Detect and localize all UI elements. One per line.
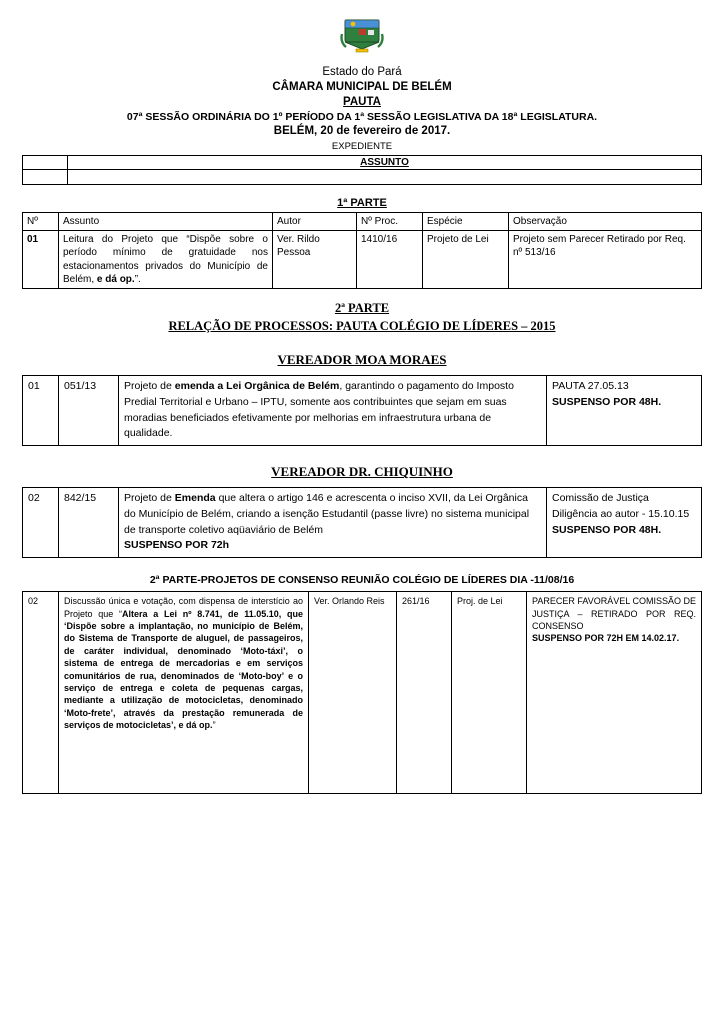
desc-text-2: que altera o artigo 146 e acrescenta o inciso XVII, da Lei Orgânica do Município de Belém, criando a isenção Estudantil (passe livre) no sistema municipal de transporte coletivo aqüaviário de Belém bbox=[124, 492, 530, 536]
assunto-text-bold: e dá op. bbox=[96, 273, 135, 285]
obs-text-1: PAUTA 27.05.13 bbox=[552, 380, 629, 393]
assunto-empty-cell-3 bbox=[68, 170, 702, 184]
header-estado: Estado do Pará bbox=[322, 66, 402, 78]
obs-text-2: SUSPENSO POR 48H. bbox=[552, 523, 662, 536]
cell-num: 01 bbox=[23, 230, 59, 288]
header-camara: CÂMARA MUNICIPAL DE BELÉM bbox=[272, 81, 452, 94]
table-row bbox=[23, 230, 702, 288]
cell-desc bbox=[119, 488, 547, 558]
parte1-table bbox=[22, 212, 702, 289]
parte2-subtitle: RELAÇÃO DE PROCESSOS: PAUTA COLÉGIO DE LÍDERES – 2015 bbox=[168, 319, 556, 334]
moa-table bbox=[22, 375, 702, 446]
consenso-table bbox=[22, 591, 702, 794]
cell-proc: 261/16 bbox=[397, 592, 452, 794]
assunto-text-pre: Leitura do Projeto que “Dispõe sobre o período mínimo de gratuidade nos estacionamentos privados do Município de Belém, bbox=[63, 233, 268, 285]
assunto-empty-cell bbox=[23, 156, 68, 170]
coat-of-arms-icon bbox=[339, 16, 385, 58]
assunto-table bbox=[22, 155, 702, 185]
table-row bbox=[23, 376, 702, 446]
cell-num: 02 bbox=[23, 488, 59, 558]
desc-text-1: Projeto de bbox=[124, 492, 175, 505]
assunto-header-cell: ASSUNTO bbox=[68, 156, 702, 170]
table-row bbox=[23, 488, 702, 558]
cell-autor: Ver. Rildo Pessoa bbox=[273, 230, 357, 288]
cell-especie: Proj. de Lei bbox=[452, 592, 527, 794]
cell-num: 02 bbox=[23, 592, 59, 794]
col-num: Nº bbox=[23, 212, 59, 230]
cell-observacao bbox=[527, 592, 702, 794]
col-autor: Autor bbox=[273, 212, 357, 230]
desc-text-2: , garantindo o pagamento do Imposto Predial Territorial e Urbano – IPTU, somente aos contribuintes que sejam em suas moradias beneficiados efetivamente por melhorias em infraestrutura urbana de qualidade. bbox=[124, 380, 514, 440]
desc-text-3: SUSPENSO POR 72h bbox=[124, 539, 230, 552]
obs-text-2: SUSPENSO POR 72H EM 14.02.17. bbox=[532, 633, 680, 644]
table-row bbox=[23, 592, 702, 794]
desc-text-2: ” bbox=[212, 720, 216, 731]
parte1-title: 1ª PARTE bbox=[337, 196, 387, 209]
cell-observacao: Projeto sem Parecer Retirado por Req. nº 513/16 bbox=[509, 230, 702, 288]
assunto-text-post: ”. bbox=[134, 273, 141, 285]
cell-proc: 1410/16 bbox=[357, 230, 423, 288]
desc-text-1: Projeto de bbox=[124, 380, 175, 393]
col-proc: Nº Proc. bbox=[357, 212, 423, 230]
cell-autor: Ver. Orlando Reis bbox=[309, 592, 397, 794]
cell-assunto bbox=[59, 230, 273, 288]
table-header-row bbox=[23, 212, 702, 230]
header-belem: BELÉM, 20 de fevereiro de 2017. bbox=[273, 125, 451, 138]
cell-observacao bbox=[547, 488, 702, 558]
table-row bbox=[23, 156, 702, 170]
vereador-chiquinho-title: VEREADOR DR. CHIQUINHO bbox=[271, 464, 453, 480]
desc-text-bold: Altera a Lei nº 8.741, de 11.05.10, que ‘Dispõe sobre a implantação, no município de Belém, do Sistema de Transporte de aluguel, de passageiros, de caráter individual, denominado ‘Moto-táxi’, o sistema de entrega de mercadorias e em serviços comunitários de rua, denominados de ‘Moto-boy’ e o serviço de entrega e coleta de pequenas cargas, mediante a utilização de motocicletas, denominado ‘Moto-frete’, através da prestação remunerada de serviços de motocicletas’, e dá op. bbox=[64, 608, 303, 731]
header-sessao: 07ª SESSÃO ORDINÁRIA DO 1º PERÍODO DA 1ª SESSÃO LEGISLATIVA DA 18ª LEGISLATURA. bbox=[126, 110, 598, 123]
header-pauta: PAUTA bbox=[343, 96, 381, 109]
col-assunto: Assunto bbox=[59, 212, 273, 230]
desc-text-1: Discussão única e votação, com dispensa de interstício ao Projeto que “ bbox=[64, 596, 303, 619]
cell-desc bbox=[119, 376, 547, 446]
obs-text-1: Comissão de Justiça Diligência ao autor - 15.10.15 bbox=[552, 492, 690, 520]
parte2-title: 2ª PARTE bbox=[334, 301, 390, 316]
crest-container bbox=[22, 16, 702, 63]
chiquinho-table bbox=[22, 487, 702, 558]
cell-proc: 051/13 bbox=[59, 376, 119, 446]
obs-text-2: SUSPENSO POR 48H. bbox=[552, 395, 662, 408]
col-especie: Espécie bbox=[423, 212, 509, 230]
assunto-empty-cell-2 bbox=[23, 170, 68, 184]
cell-num: 01 bbox=[23, 376, 59, 446]
cell-desc bbox=[59, 592, 309, 794]
desc-text-bold: emenda a Lei Orgânica de Belém bbox=[174, 380, 340, 393]
cell-proc: 842/15 bbox=[59, 488, 119, 558]
obs-text-1: PARECER FAVORÁVEL COMISSÃO DE JUSTIÇA – RETIRADO POR REQ. CONSENSO bbox=[532, 596, 696, 631]
desc-text-bold: Emenda bbox=[174, 492, 216, 505]
col-observacao: Observação bbox=[509, 212, 702, 230]
table-row bbox=[23, 170, 702, 184]
cell-observacao bbox=[547, 376, 702, 446]
vereador-moa-title: VEREADOR MOA MORAES bbox=[277, 352, 447, 368]
consenso-title: 2ª PARTE-PROJETOS DE CONSENSO REUNIÃO COLÉGIO DE LÍDERES DIA -11/08/16 bbox=[149, 574, 575, 587]
header-expediente: EXPEDIENTE bbox=[331, 140, 393, 152]
cell-especie: Projeto de Lei bbox=[423, 230, 509, 288]
